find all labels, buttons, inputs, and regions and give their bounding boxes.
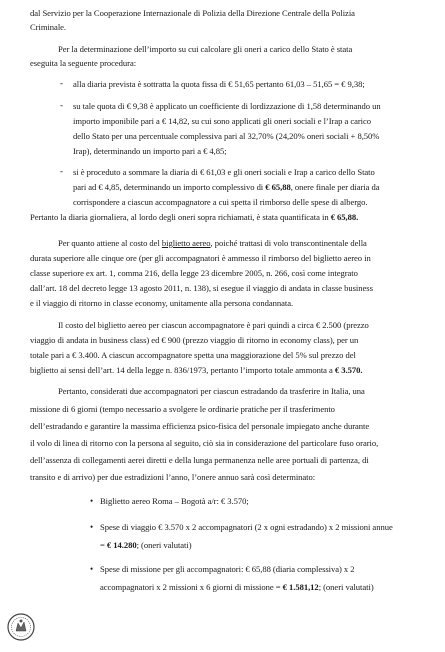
text-line: viaggio di andata in business class) ed € 900 (prezzo viaggio di ritorno in economy class), per un [30, 335, 359, 345]
text-line: Irap), determinando un importo pari a € 4,85; [73, 146, 227, 156]
round-bullet: • [90, 522, 94, 532]
dash-bullet: - [60, 78, 63, 88]
text-line: dall’art. 18 del decreto legge 13 agosto 2011, n. 138), si esegue il viaggio di andata in classe business [30, 283, 373, 293]
text-line: Spese di viaggio € 3.570 x 2 accompagnatori (2 x ogni estradando) x 2 missioni annue [100, 522, 393, 532]
round-bullet: • [90, 564, 94, 574]
text-line: eseguita la seguente procedura: [30, 58, 137, 68]
text-line: classe superiore ex art. 1, comma 216, della legge 23 dicembre 2005, n. 266, così come integrato [30, 268, 358, 278]
text-line: su tale quota di € 9,38 è applicato un coefficiente di lordizzazione di 1,58 determinando un [73, 101, 381, 111]
text-line: totale pari a € 3.400. A ciascun accompagnatore spetta una maggiorazione del 5% sul prezzo del [30, 350, 356, 360]
text-line: dal Servizio per la Cooperazione Internazionale di Polizia della Direzione Centrale della Polizia [30, 8, 355, 18]
text-line: durata superiore alle cinque ore (per gli accompagnatori è ammesso il rimborso del biglietto aereo in [30, 253, 371, 263]
text-line: e il viaggio di ritorno in classe economy, unitamente alla persona condannata. [30, 298, 294, 308]
official-seal-icon [6, 612, 36, 642]
text-line: pari ad € 4,85, determinando un importo complessivo di € 65,88, onere finale per diaria da [73, 182, 380, 192]
text-line: importo imponibile pari a € 14,82, su cui sono applicati gli oneri sociali e l’Irap a carico [73, 116, 372, 126]
text-line: Per la determinazione dell’importo su cui calcolare gli oneri a carico dello Stato è stata [58, 44, 353, 54]
text-line: Il costo del biglietto aereo per ciascun accompagnatore è pari quindi a circa € 2.500 (prezzo [58, 320, 369, 330]
bold-amount: € 1.581,12 [282, 582, 319, 592]
bold-amount: € 3.570. [334, 365, 363, 375]
text-line: Biglietto aereo Roma – Bogotà a/r: € 3.570; [100, 496, 249, 506]
bold-amount: € 65,88 [265, 182, 291, 192]
text-line: missione di 6 giorni (tempo necessario a svolgere le ordinarie pratiche per il trasferimento [30, 404, 335, 414]
text-line: biglietto ai sensi dell’art. 14 della legge n. 836/1973, pertanto l’importo totale ammonta a € 3.570. [30, 365, 363, 375]
dash-bullet: - [60, 166, 63, 176]
text-line: dell’assenza di collegamenti aerei diretti e della lunga permanenza nelle aree portuali di partenza, di [30, 455, 369, 465]
round-bullet: • [90, 496, 94, 506]
text-line: si è proceduto a sommare la diaria di € 61,03 e gli oneri sociali e Irap a carico dello Stato [73, 167, 375, 177]
text-line: Pertanto, considerati due accompagnatori per ciascun estradando da trasferire in Italia, una [58, 386, 365, 396]
text-line: Criminale. [30, 22, 67, 32]
text-line: transito e di arrivo) per due estradizioni l’anno, l’onere annuo sarà così determinato: [30, 472, 316, 482]
text-line: Spese di missione per gli accompagnatori: € 65,88 (diaria complessiva) x 2 [100, 564, 355, 574]
text-line: Per quanto attiene al costo del biglietto aereo, poiché trattasi di volo transcontinentale della [58, 238, 367, 248]
bold-amount: € 14.280 [106, 540, 137, 550]
text-line: Pertanto la diaria giornaliera, al lordo degli oneri sopra richiamati, è stata quantificata in € 65,88. [30, 212, 359, 222]
text-line: il volo di linea di ritorno con la persona al seguito, ciò sia in considerazione del particolare fuso orario, [30, 438, 379, 448]
text-line: corrispondere a ciascun accompagnatore a cui spetta il rimborso delle spese di albergo. [73, 197, 368, 207]
text-line: alla diaria prevista è sottratta la quota fissa di € 51,65 pertanto 61,03 – 51,65 = € 9,38; [73, 79, 365, 89]
text-line: dell’estradando e garantire la massima efficienza psico-fisica del personale impiegato anche durante [30, 421, 370, 431]
text-line: = € 14.280; (oneri valutati) [100, 540, 192, 550]
underlined-term: biglietto aereo [161, 238, 211, 248]
dash-bullet: - [60, 100, 63, 110]
text-line: accompagnatori x 2 missioni x 6 giorni di missione = € 1.581,12; (oneri valutati) [100, 582, 374, 592]
text-line: dello Stato per una percentuale complessiva pari al 32,70% (24,20% oneri sociali + 8,50% [73, 131, 380, 141]
bold-amount: € 65,88. [330, 212, 359, 222]
